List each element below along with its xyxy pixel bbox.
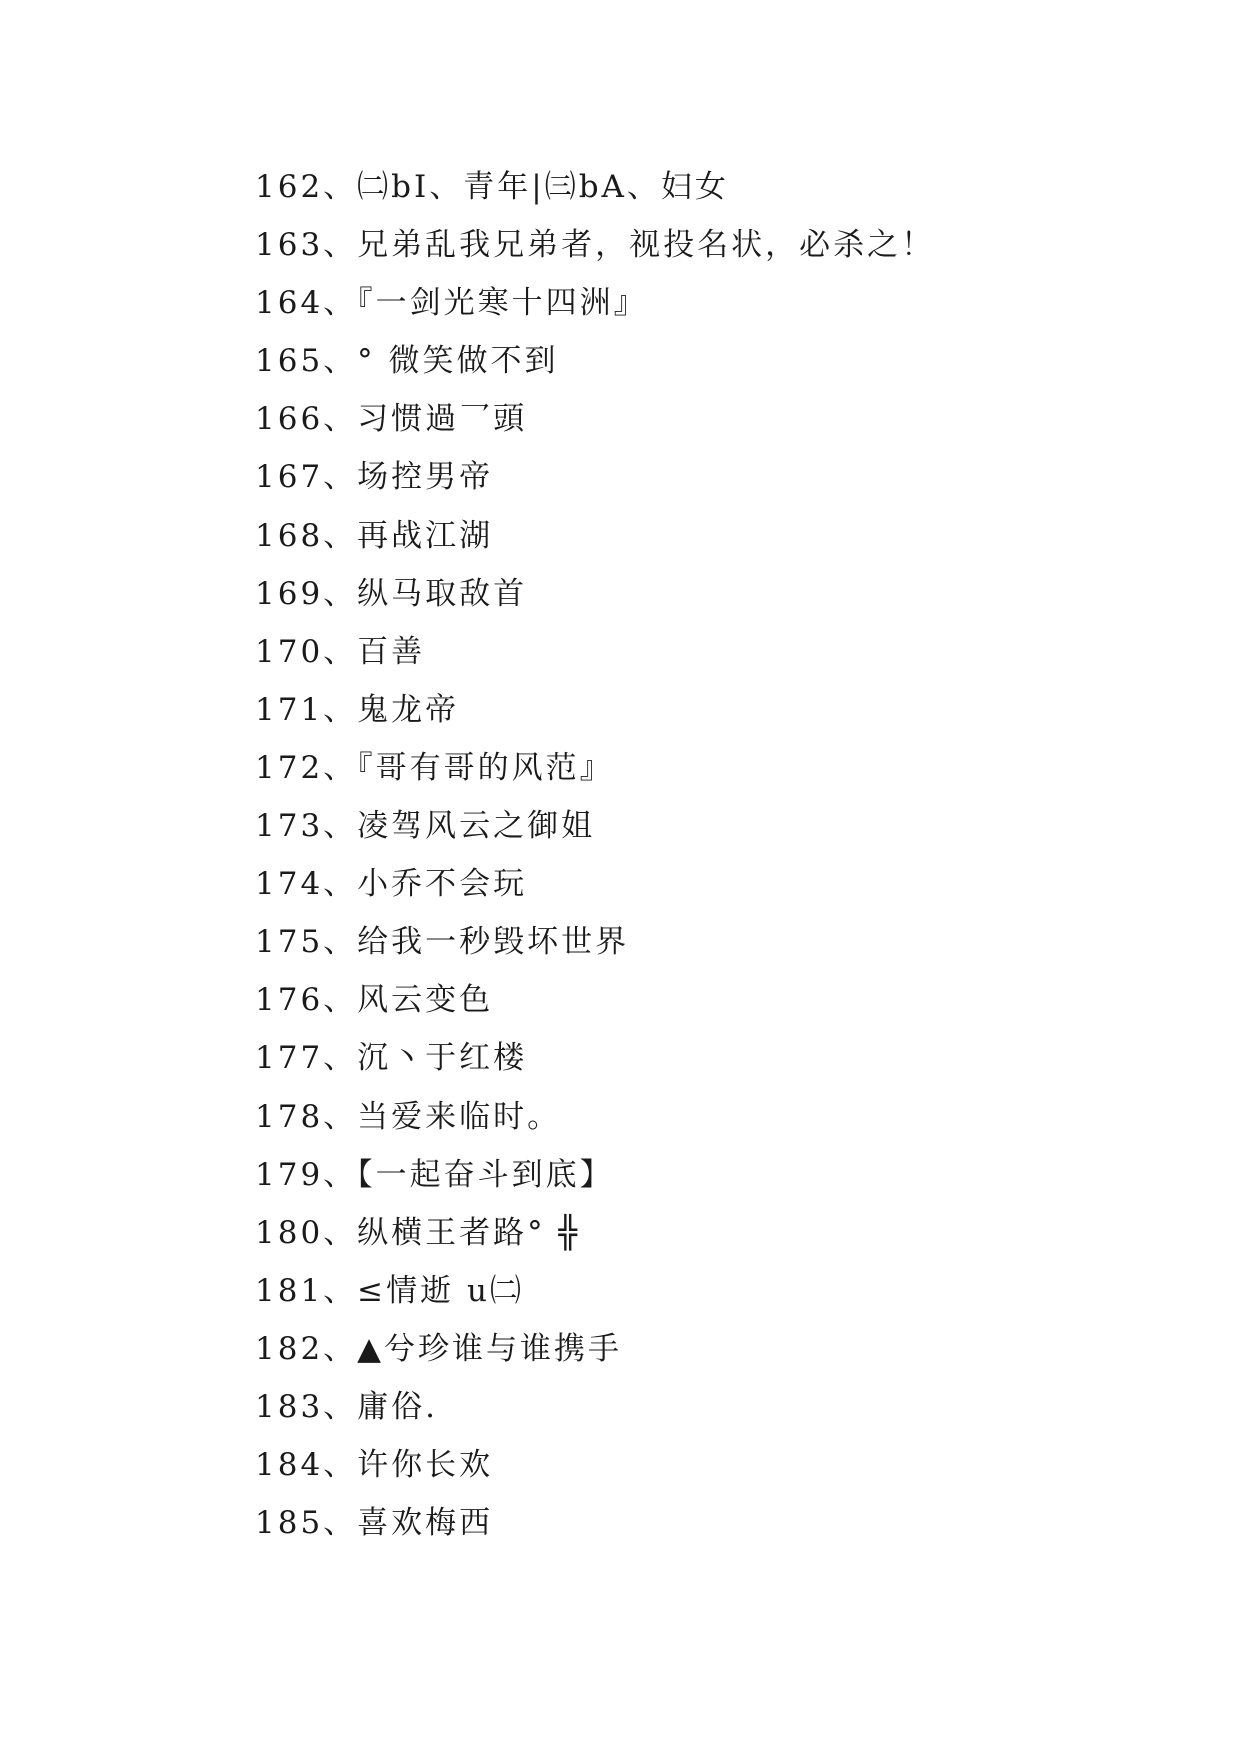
list-item: 174、小乔不会玩 <box>255 866 528 903</box>
name-list <box>255 158 935 1552</box>
list-item: 179、【一起奋斗到底】 <box>255 1156 614 1193</box>
list-item: 176、风云变色 <box>255 982 494 1019</box>
list-item: 177、沉丶于红楼 <box>255 1040 528 1077</box>
list-item: 170、百善 <box>255 633 426 670</box>
list-item: 162、㈡bI、青年|㈢bA、妇女 <box>255 169 729 205</box>
list-item: 172、『哥有哥的风范』 <box>255 749 614 786</box>
list-item: 171、鬼龙帝 <box>255 691 460 728</box>
list-item: 173、凌驾风云之御姐 <box>255 808 596 845</box>
list-item: 183、庸俗. <box>255 1388 439 1425</box>
list-item: 175、给我一秒毁坏世界 <box>255 924 630 961</box>
list-item: 165、° 微笑做不到 <box>255 343 559 380</box>
list-item: 168、再战江湖 <box>255 517 494 554</box>
list-item: 185、喜欢梅西 <box>255 1505 494 1542</box>
list-item: 167、场控男帝 <box>255 459 494 496</box>
list-item: 181、≤情逝 u㈡ <box>255 1272 524 1309</box>
list-item: 182、▲兮珍谁与谁携手 <box>255 1330 623 1367</box>
list-item: 166、习惯過乛頭 <box>255 401 528 438</box>
list-item: 184、许你长欢 <box>255 1447 494 1484</box>
list-item: 180、纵横王者路° ╬ <box>255 1214 581 1251</box>
list-item: 178、当爱来临时。 <box>255 1098 562 1135</box>
list-item: 164、『一剑光寒十四洲』 <box>255 285 648 322</box>
list-item: 169、纵马取敌首 <box>255 575 528 612</box>
list-item: 163、兄弟乱我兄弟者，视投名状，必杀之！ <box>255 227 936 264</box>
